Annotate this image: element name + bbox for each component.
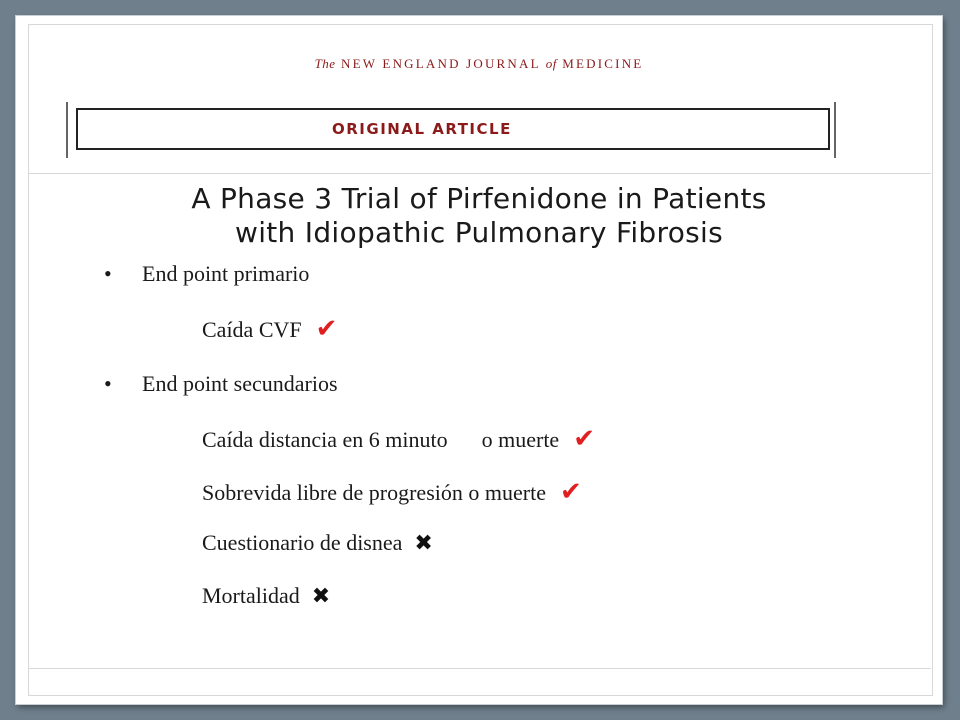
title-line-1: A Phase 3 Trial of Pirfenidone in Patients — [191, 182, 767, 215]
journal-the: The — [314, 56, 336, 71]
primary-item-cvf — [202, 314, 337, 344]
divider — [28, 173, 931, 174]
journal-name: NEW ENGLAND JOURNAL — [341, 56, 541, 71]
article-title — [16, 182, 942, 250]
check-icon: ✔ — [573, 424, 595, 453]
item-text: Mortalidad — [202, 583, 300, 608]
item-text-b: o muerte — [481, 427, 560, 452]
bullet-dot: • — [104, 261, 112, 286]
item-text-a: Caída distancia en 6 minuto — [202, 427, 448, 452]
primary-label: End point primario — [142, 261, 310, 286]
journal-medicine: MEDICINE — [562, 56, 644, 71]
secondary-item-pfs — [202, 477, 582, 507]
secondary-item-dyspnea — [202, 530, 433, 556]
secondary-label: End point secundarios — [142, 371, 338, 396]
journal-masthead — [16, 56, 942, 72]
secondary-item-distance — [202, 424, 595, 454]
cross-icon: ✖ — [414, 530, 433, 555]
item-text: Caída CVF — [202, 317, 302, 342]
title-line-2: with Idiopathic Pulmonary Fibrosis — [235, 216, 723, 249]
item-text: Cuestionario de disnea — [202, 530, 403, 555]
cross-icon: ✖ — [311, 583, 331, 608]
bottom-divider — [28, 668, 931, 669]
journal-of: of — [545, 56, 557, 71]
article-type-label: ORIGINAL ARTICLE — [332, 120, 512, 138]
bullet-primary — [104, 261, 309, 287]
check-icon: ✔ — [559, 477, 582, 506]
slide — [16, 16, 942, 704]
item-text: Sobrevida libre de progresión o muerte — [202, 480, 546, 505]
check-icon: ✔ — [315, 314, 338, 343]
bullet-dot: • — [104, 371, 112, 396]
secondary-item-mortality — [202, 583, 330, 609]
bullet-secondary — [104, 371, 338, 397]
